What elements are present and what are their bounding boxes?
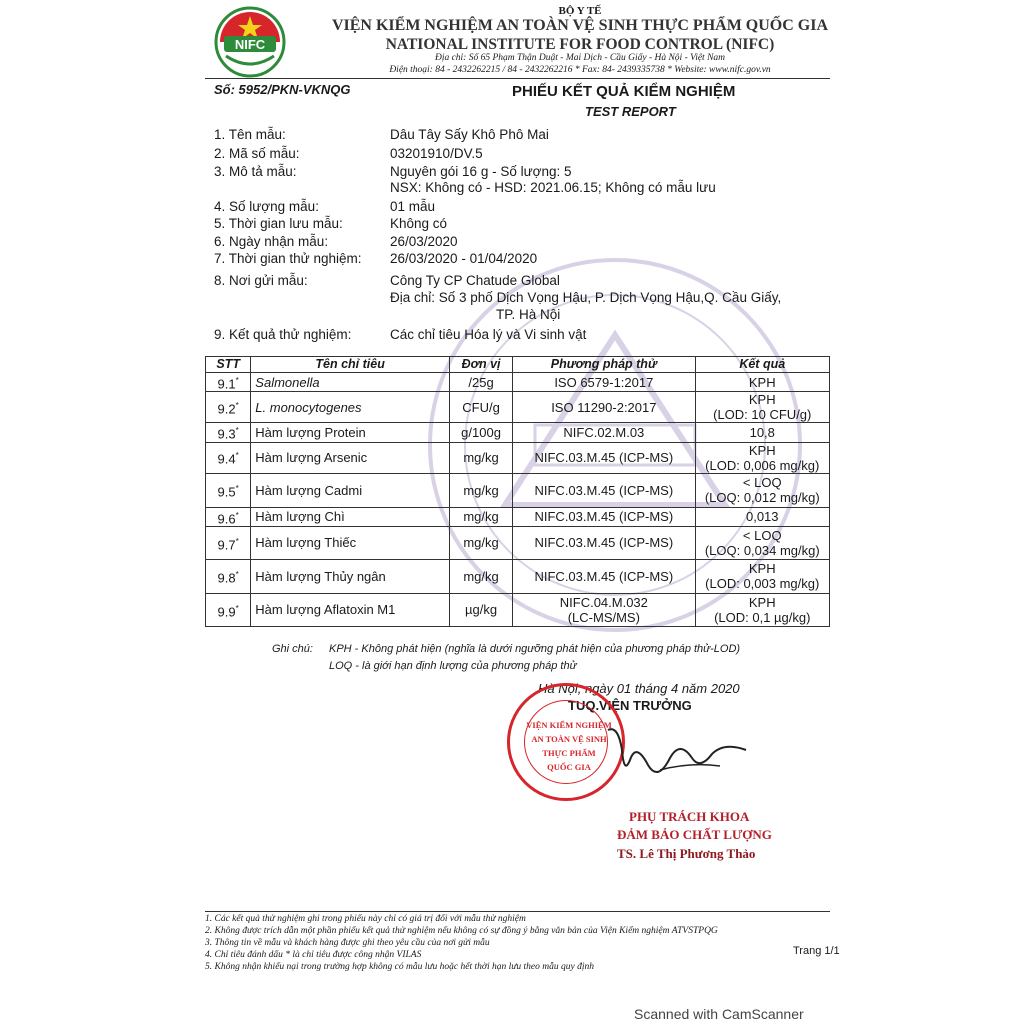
cell-parameter: Hàm lượng Thiếc	[251, 526, 450, 559]
cell-parameter: Hàm lượng Chì	[251, 507, 450, 526]
result-line: KPH	[748, 442, 776, 458]
signature-role: TUQ.VIỆN TRƯỞNG	[568, 698, 692, 713]
field-value: 26/03/2020 - 01/04/2020	[390, 251, 538, 266]
cell-stt	[206, 423, 251, 442]
cell-parameter: L. monocytogenes	[251, 392, 450, 423]
result-limit: (LOD: 0,003 mg/kg)	[705, 576, 820, 592]
result-line: KPH	[748, 594, 776, 610]
table-row	[206, 392, 830, 423]
col-header-stt: STT	[206, 357, 251, 373]
result-limit: (LOQ: 0,012 mg/kg)	[704, 490, 820, 506]
method-line: NIFC.02.M.03	[563, 424, 645, 440]
cell-parameter: Hàm lượng Arsenic	[251, 442, 450, 473]
field-label: 9. Kết quả thử nghiệm:	[214, 327, 352, 342]
stt-number: 9.3	[217, 426, 236, 442]
cell-parameter: Hàm lượng Aflatoxin M1	[251, 593, 450, 626]
cell-result	[695, 507, 829, 526]
table-row	[206, 526, 830, 559]
report-subtitle: TEST REPORT	[585, 104, 676, 119]
ministry-name: BỘ Y TẾ	[558, 5, 602, 17]
result-limit: (LOQ: 0,034 mg/kg)	[704, 542, 820, 558]
cell-method	[513, 559, 695, 593]
field-value-extra: NSX: Không có - HSD: 2021.06.15; Không có mẫu lưu	[390, 180, 716, 195]
cell-method	[513, 423, 695, 442]
result-line: 0,013	[745, 509, 779, 525]
vilas-mark: *	[235, 603, 239, 613]
field-value-extra: Địa chỉ: Số 3 phố Dịch Vọng Hậu, P. Dịch Vọng Hậu,Q. Cầu Giấy,	[390, 290, 782, 305]
note-loq: LOQ - là giới hạn định lượng của phương pháp thử	[329, 660, 577, 672]
result-line: < LOQ	[742, 527, 782, 543]
vilas-mark: *	[235, 451, 239, 461]
table-row	[206, 593, 830, 626]
field-value-extra: TP. Hà Nội	[496, 307, 561, 322]
method-line: NIFC.03.M.45 (ICP-MS)	[534, 568, 674, 584]
result-line: < LOQ	[742, 475, 782, 491]
stt-number: 9.7	[217, 537, 236, 553]
cell-result	[695, 559, 829, 593]
table-row	[206, 423, 830, 442]
cell-method	[513, 526, 695, 559]
method-line: NIFC.03.M.45 (ICP-MS)	[534, 482, 674, 498]
cell-stt	[206, 392, 251, 423]
method-line: NIFC.03.M.45 (ICP-MS)	[534, 509, 674, 525]
method-line: NIFC.04.M.032	[559, 594, 648, 610]
stamp-line: QUỐC GIA	[547, 762, 591, 772]
vilas-mark: *	[235, 401, 239, 411]
stt-number: 9.2	[217, 401, 236, 417]
table-row	[206, 559, 830, 593]
field-label: 4. Số lượng mẫu:	[214, 199, 319, 214]
field-value: Các chỉ tiêu Hóa lý và Vi sinh vật	[390, 327, 587, 342]
field-label: 8. Nơi gửi mẫu:	[214, 273, 308, 288]
field-value: Nguyên gói 16 g - Số lượng: 5	[390, 164, 572, 179]
cell-result	[695, 593, 829, 626]
method-line: (LC-MS/MS)	[567, 609, 640, 625]
signature-date: Hà Nội, ngày 01 tháng 4 năm 2020	[538, 681, 740, 696]
method-line: NIFC.03.M.45 (ICP-MS)	[534, 450, 674, 466]
method-line: NIFC.03.M.45 (ICP-MS)	[534, 535, 674, 551]
stamp-line: AN TOÀN VỆ SINH	[531, 734, 607, 744]
vilas-mark: *	[235, 426, 239, 436]
vilas-mark: *	[235, 510, 239, 520]
nifc-logo	[214, 6, 286, 78]
dept-title-line2: ĐẢM BẢO CHẤT LƯỢNG	[617, 827, 772, 842]
method-line: ISO 11290-2:2017	[551, 399, 657, 415]
table-row	[206, 373, 830, 392]
field-label: 7. Thời gian thử nghiệm:	[214, 251, 362, 266]
table-row	[206, 442, 830, 473]
stt-number: 9.4	[217, 451, 236, 467]
cell-result	[695, 373, 829, 392]
col-header-unit: Đơn vị	[449, 357, 512, 373]
stamp-line: VIỆN KIỂM NGHIỆM	[526, 720, 612, 730]
logo-text: NIFC	[234, 37, 266, 52]
vilas-mark: *	[235, 536, 239, 546]
field-label: 6. Ngày nhận mẫu:	[214, 234, 329, 249]
footnote-item: 3. Thông tin về mẫu và khách hàng được ghi theo yêu cầu của nơi gửi mẫu	[205, 938, 490, 948]
footnote-item: 1. Các kết quả thử nghiệm ghi trong phiếu này chỉ có giá trị đối với mẫu thử nghiệm	[205, 914, 526, 924]
handwritten-signature	[600, 720, 750, 790]
cell-unit: µg/kg	[449, 593, 512, 626]
cell-result	[695, 392, 829, 423]
scanner-watermark: Scanned with CamScanner	[634, 1006, 804, 1022]
cell-unit: mg/kg	[449, 526, 512, 559]
institute-address: Địa chỉ: Số 65 Phạm Thận Duật - Mai Dịch - Cầu Giấy - Hà Nội - Việt Nam	[434, 53, 726, 63]
col-header-result: Kết quả	[695, 357, 829, 373]
cell-parameter: Hàm lượng Cadmi	[251, 473, 450, 507]
footnote-item: 2. Không được trích dẫn một phần phiếu kết quả thử nghiệm nếu không có sự đồng ý bằng văn bản của Viện Kiểm nghiệm ATVSTPQG	[205, 926, 718, 936]
field-label: 2. Mã số mẫu:	[214, 146, 300, 161]
footnote-item: 5. Không nhận khiếu nại trong trường hợp không có mẫu lưu hoặc hết thời hạn lưu theo mẫu quy định	[205, 962, 594, 972]
institute-name-vn: VIỆN KIỂM NGHIỆM AN TOÀN VỆ SINH THỰC PHẨM QUỐC GIA	[331, 17, 829, 34]
field-value: Không có	[390, 216, 448, 231]
field-value: Công Ty CP Chatude Global	[390, 273, 560, 288]
cell-method	[513, 442, 695, 473]
vilas-mark: *	[235, 376, 239, 385]
cell-stt	[206, 559, 251, 593]
cell-unit: mg/kg	[449, 507, 512, 526]
table-row	[206, 507, 830, 526]
result-line: KPH	[748, 374, 776, 390]
col-header-name: Tên chỉ tiêu	[251, 357, 450, 373]
stt-number: 9.5	[217, 484, 236, 500]
stt-number: 9.9	[217, 604, 236, 620]
result-line: KPH	[748, 561, 776, 577]
cell-stt	[206, 526, 251, 559]
cell-unit: /25g	[449, 373, 512, 392]
table-header-row	[206, 357, 830, 373]
cell-unit: g/100g	[449, 423, 512, 442]
cell-unit: CFU/g	[449, 392, 512, 423]
cell-parameter: Salmonella	[251, 373, 450, 392]
cell-result	[695, 423, 829, 442]
stt-number: 9.6	[217, 510, 236, 526]
cell-result	[695, 526, 829, 559]
result-line: KPH	[748, 392, 776, 408]
field-label: 5. Thời gian lưu mẫu:	[214, 216, 343, 231]
page-number: Trang 1/1	[793, 945, 840, 957]
vilas-mark: *	[235, 570, 239, 580]
result-line: 10,8	[749, 424, 775, 440]
table-row	[206, 473, 830, 507]
result-limit: (LOD: 0,006 mg/kg)	[705, 457, 820, 473]
footnote-item: 4. Chỉ tiêu đánh dấu * là chỉ tiêu được công nhận VILAS	[205, 950, 422, 960]
results-table	[205, 356, 830, 627]
field-label: 1. Tên mẫu:	[214, 127, 286, 142]
col-header-method: Phương pháp thử	[513, 357, 695, 373]
cell-stt	[206, 473, 251, 507]
cell-stt	[206, 442, 251, 473]
cell-result	[695, 473, 829, 507]
cell-method	[513, 507, 695, 526]
field-value: 01 mẫu	[390, 199, 436, 214]
report-number: Số: 5952/PKN-VKNQG	[214, 82, 351, 97]
stamp-line: THỰC PHẨM	[542, 748, 596, 758]
note-kph: KPH - Không phát hiện (nghĩa là dưới ngưỡng phát hiện của phương pháp thử-LOD)	[329, 643, 741, 655]
cell-stt	[206, 373, 251, 392]
cell-unit: mg/kg	[449, 442, 512, 473]
result-limit: (LOD: 10 CFU/g)	[713, 407, 812, 423]
cell-unit: mg/kg	[449, 473, 512, 507]
cell-result	[695, 442, 829, 473]
field-value: Dâu Tây Sấy Khô Phô Mai	[390, 127, 549, 142]
cell-method	[513, 392, 695, 423]
institute-name-en: NATIONAL INSTITUTE FOR FOOD CONTROL (NIFC)	[385, 36, 775, 53]
stt-number: 9.1	[217, 376, 236, 392]
signer-name: TS. Lê Thị Phương Thảo	[617, 846, 756, 861]
cell-method	[513, 473, 695, 507]
cell-method	[513, 373, 695, 392]
cell-parameter: Hàm lượng Thủy ngân	[251, 559, 450, 593]
cell-parameter: Hàm lượng Protein	[251, 423, 450, 442]
result-limit: (LOD: 0,1 µg/kg)	[714, 609, 811, 625]
institute-contact: Điện thoại: 84 - 2432262215 / 84 - 2432262216 * Fax: 84- 2439335738 * Website: www.nifc.gov.vn	[389, 65, 771, 75]
cell-stt	[206, 507, 251, 526]
notes-label: Ghi chú:	[272, 643, 313, 655]
dept-title-line1: PHỤ TRÁCH KHOA	[629, 809, 750, 824]
field-label: 3. Mô tả mẫu:	[214, 164, 297, 179]
cell-unit: mg/kg	[449, 559, 512, 593]
method-line: ISO 6579-1:2017	[554, 374, 654, 390]
header-divider	[205, 78, 830, 79]
field-value: 26/03/2020	[390, 234, 458, 249]
report-title: PHIẾU KẾT QUẢ KIỂM NGHIỆM	[512, 83, 736, 100]
field-value: 03201910/DV.5	[390, 146, 483, 161]
footnote-divider	[205, 911, 830, 912]
cell-stt	[206, 593, 251, 626]
stt-number: 9.8	[217, 570, 236, 586]
cell-method	[513, 593, 695, 626]
vilas-mark: *	[235, 483, 239, 493]
